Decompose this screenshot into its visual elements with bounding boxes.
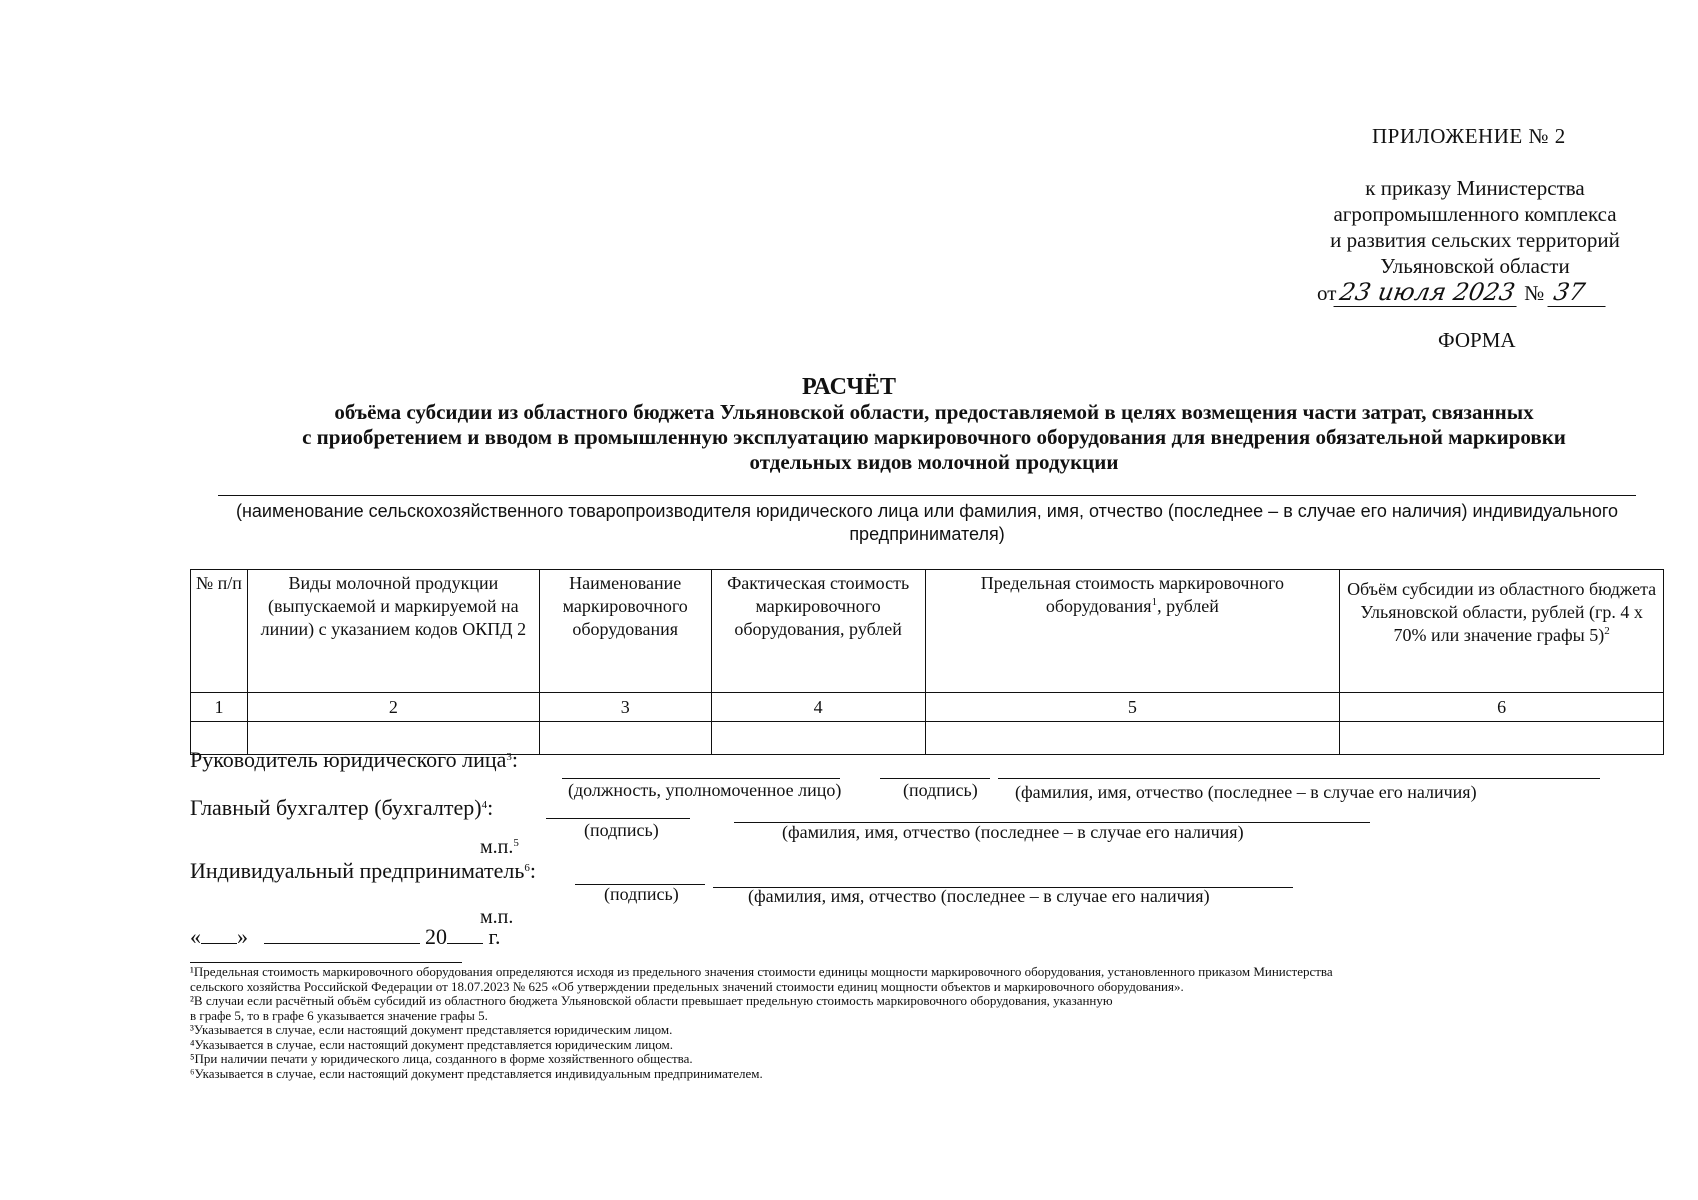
entrepreneur-signature-label: Индивидуальный предприниматель$^6$: xyxy=(190,858,537,883)
accountant-signature-label: Главный бухгалтер (бухгалтер)$^4$: xyxy=(190,795,494,820)
column-number: 3 xyxy=(539,693,711,722)
date-line xyxy=(190,924,501,950)
footnote-line: в графе 5, то в графе 6 указывается значение графы 5. xyxy=(190,1007,488,1023)
table-cell[interactable] xyxy=(925,722,1340,755)
accountant-fullname-caption: (фамилия, имя, отчество (последнее – в случае его наличия) xyxy=(782,822,1244,842)
table-column-numbers-row xyxy=(191,693,1664,722)
form-label: ФОРМА xyxy=(1438,328,1516,352)
head-signature-field[interactable] xyxy=(880,778,990,779)
subsidy-calculation-table xyxy=(190,569,1664,755)
footnote-ref: 3 xyxy=(506,751,512,763)
column-number: 6 xyxy=(1340,693,1664,722)
order-date-handwritten: 23 июля 2023 xyxy=(1334,278,1522,307)
order-number-handwritten: 37 xyxy=(1547,278,1610,307)
head-fullname-field[interactable] xyxy=(998,778,1600,779)
month-field[interactable] xyxy=(264,943,420,944)
order-ref-line: агропромышленного комплекса xyxy=(1333,202,1617,226)
date-close-quote: » xyxy=(237,924,248,949)
subtitle-line: с приобретением и вводом в промышленную эксплуатацию маркировочного оборудования для внедрения обязательной маркировки xyxy=(302,425,1566,449)
year-prefix: 20 xyxy=(425,924,447,949)
entrepreneur-label-text: Индивидуальный предприниматель xyxy=(190,858,525,883)
stamp-label-text: м.п. xyxy=(480,836,514,858)
max-cost-label: Предельная стоимость маркировочного оборудования xyxy=(980,573,1285,616)
producer-name-field[interactable] xyxy=(218,495,1636,496)
subtitle-line: отдельных видов молочной продукции xyxy=(749,450,1119,474)
footnote-divider xyxy=(190,962,462,963)
column-number: 1 xyxy=(191,693,248,722)
footnote-ref: 6 xyxy=(524,862,530,874)
footnote-line: ²В случаи если расчётный объём субсидий из областного бюджета Ульяновской области превышает предельную стоимость маркировочного оборудования, указанную xyxy=(190,993,1113,1008)
col-header-equipment-name: Наименование маркировочного оборудования xyxy=(539,570,711,693)
column-number: 4 xyxy=(711,693,925,722)
order-ref-line: и развития сельских территорий xyxy=(1330,228,1620,252)
col-header-subsidy-volume xyxy=(1340,570,1664,693)
footnote-ref: 4 xyxy=(481,799,488,811)
column-number: 2 xyxy=(247,693,539,722)
footnote-ref: 2 xyxy=(1604,625,1610,637)
head-label-text: Руководитель юридического лица xyxy=(190,747,507,772)
producer-name-caption: (наименование сельскохозяйственного товаропроизводителя юридического лица или фамилия, имя, отчество (последнее – в случае его наличия) индивидуального предпринимателя) xyxy=(235,501,1619,544)
footnote-line: ⁶Указывается в случае, если настоящий документ представляется индивидуальным предпринимателем. xyxy=(190,1065,763,1081)
stamp-label: м.п. xyxy=(480,906,514,928)
accountant-signature-field[interactable] xyxy=(546,818,690,819)
order-number-label: № xyxy=(1524,281,1545,305)
footnote-line: ⁵При наличии печати у юридического лица, созданного в форме хозяйственного общества. xyxy=(190,1051,693,1066)
col-header-actual-cost: Фактическая стоимость маркировочного оборудования, рублей xyxy=(711,570,925,693)
table-cell[interactable] xyxy=(711,722,925,755)
year-suffix: г. xyxy=(488,924,501,949)
head-position-caption: (должность, уполномоченное лицо) xyxy=(568,780,842,800)
head-position-field[interactable] xyxy=(562,778,840,779)
appendix-title: ПРИЛОЖЕНИЕ № 2 xyxy=(1372,124,1566,148)
head-signature-caption: (подпись) xyxy=(903,780,978,800)
document-subtitle xyxy=(190,400,1678,475)
max-cost-unit: , рублей xyxy=(1157,596,1219,616)
date-open-quote: « xyxy=(190,924,201,949)
footnote-ref: 5 xyxy=(513,837,519,849)
day-field[interactable] xyxy=(201,943,237,944)
order-date-line xyxy=(1317,278,1608,307)
accountant-label-text: Главный бухгалтер (бухгалтер) xyxy=(190,795,482,820)
order-reference xyxy=(1290,175,1660,279)
footnote-ref: 1 xyxy=(1151,596,1158,608)
col-header-max-cost xyxy=(925,570,1340,693)
entrepreneur-fullname-caption: (фамилия, имя, отчество (последнее – в случае его наличия) xyxy=(748,886,1210,906)
accountant-signature-caption: (подпись) xyxy=(584,820,659,840)
stamp-label xyxy=(480,836,519,859)
head-signature-label: Руководитель юридического лица$^3$: xyxy=(190,747,519,772)
table-cell[interactable] xyxy=(1340,722,1664,755)
order-ref-line: Ульяновской области xyxy=(1380,254,1570,278)
entrepreneur-signature-caption: (подпись) xyxy=(604,884,679,904)
footnotes xyxy=(190,962,1610,1081)
col-header-product-types: Виды молочной продукции (выпускаемой и маркируемой на линии) с указанием кодов ОКПД 2 xyxy=(247,570,539,693)
footnote-line: сельского хозяйства Российской Федерации от 18.07.2023 № 625 «Об утверждении предельных значений стоимости единиц мощности объектов и маркировочного оборудования». xyxy=(190,978,1184,994)
column-number: 5 xyxy=(925,693,1340,722)
table-cell[interactable] xyxy=(539,722,711,755)
year-field[interactable] xyxy=(447,943,483,944)
footnote-line: ³Указывается в случае, если настоящий документ представляется юридическим лицом. xyxy=(190,1022,673,1037)
head-fullname-caption: (фамилия, имя, отчество (последнее – в случае его наличия) xyxy=(1015,782,1477,802)
subsidy-volume-label: Объём субсидии из областного бюджета Ульяновской области, рублей (гр. 4 х 70% или значение графы 5) xyxy=(1347,579,1657,645)
subtitle-line: объёма субсидии из областного бюджета Ульяновской области, предоставляемой в целях возмещения части затрат, связанных xyxy=(334,400,1534,424)
document-title: РАСЧЁТ xyxy=(801,374,897,400)
footnote-line: ⁴Указывается в случае, если настоящий документ представляется юридическим лицом. xyxy=(190,1036,673,1052)
col-header-number: № п/п xyxy=(191,570,248,693)
order-ref-line: к приказу Министерства xyxy=(1365,176,1585,200)
footnote-line: ¹Предельная стоимость маркировочного оборудования определяются исходя из предельного значения стоимости единицы мощности маркировочного оборудования, установленного приказом Министерства xyxy=(190,964,1333,979)
order-prefix: от xyxy=(1317,281,1337,305)
table-header-row xyxy=(191,570,1664,693)
